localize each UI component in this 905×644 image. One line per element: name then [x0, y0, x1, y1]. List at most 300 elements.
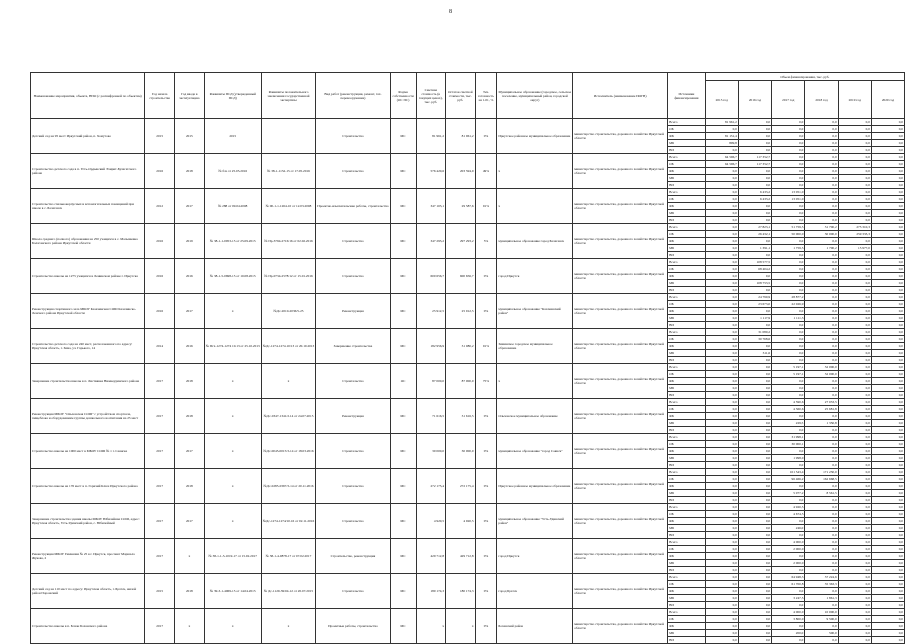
amount-cell: 0,0 — [705, 252, 738, 259]
finish-year-cell: х — [175, 539, 205, 574]
amount-cell: 0,0 — [871, 315, 904, 322]
amount-cell: 0,0 — [805, 392, 838, 399]
start-year-cell: 2016 — [145, 294, 175, 329]
source-cell: ОБ — [668, 441, 706, 448]
source-cell: ВИ — [668, 427, 706, 434]
psd-cell: № б/н от 25.05.2016 — [204, 154, 261, 189]
readiness-cell: 5% — [475, 224, 497, 259]
amount-cell: 0,0 — [705, 588, 738, 595]
amount-cell: 25 681,8 — [805, 406, 838, 413]
amount-cell: 0,0 — [838, 210, 871, 217]
finish-year-cell: 2019 — [175, 224, 205, 259]
amount-cell: 0,0 — [871, 280, 904, 287]
readiness-cell: 75% — [475, 364, 497, 399]
psd-cell: х — [204, 294, 261, 329]
expertise-cell: № Дс-1129-39/04-12 от 20.07.2015 — [261, 574, 316, 609]
amount-cell: 31 998,1 — [772, 434, 805, 441]
source-cell: ВИ — [668, 322, 706, 329]
amount-cell: 0,0 — [738, 420, 771, 427]
amount-cell: 108 753,5 — [738, 280, 771, 287]
amount-cell: 0,0 — [871, 259, 904, 266]
amount-cell: 0,0 — [838, 581, 871, 588]
amount-cell: 0,0 — [705, 364, 738, 371]
amount-cell: 0,0 — [838, 238, 871, 245]
amount-cell: 0,0 — [871, 497, 904, 504]
amount-cell: 24 790,9 — [738, 294, 771, 301]
amount-cell: 0,0 — [772, 252, 805, 259]
amount-cell: 0,0 — [805, 539, 838, 546]
amount-cell: 0,0 — [871, 385, 904, 392]
object-name-cell: Детский сад на 110 мест по адресу: Иркутская область, г. Братск, жилой район Порожский — [31, 574, 145, 609]
start-year-cell: 2017 — [145, 399, 175, 434]
source-cell: Всего — [668, 609, 706, 616]
municipality-cell: Иркутское районное муниципальное образование — [497, 119, 573, 154]
source-cell: Всего — [668, 574, 706, 581]
amount-cell: 0,0 — [838, 385, 871, 392]
amount-cell: 0,0 — [838, 357, 871, 364]
amount-cell: 0,0 — [871, 532, 904, 539]
start-year-cell: 2012 — [145, 189, 175, 224]
amount-cell: 0,0 — [738, 567, 771, 574]
cost-cell: 182 956,9 — [416, 329, 445, 364]
amount-cell: 0,0 — [738, 532, 771, 539]
psd-cell: х — [204, 609, 261, 644]
amount-cell: 61 700,8 — [772, 581, 805, 588]
amount-cell: 0,0 — [871, 378, 904, 385]
amount-cell: 0,0 — [838, 168, 871, 175]
amount-cell: 30 768,6 — [738, 336, 771, 343]
amount-cell: 108 577,5 — [738, 259, 771, 266]
amount-cell: 0,0 — [738, 469, 771, 476]
table-row — [31, 504, 905, 511]
amount-cell: 0,0 — [738, 518, 771, 525]
amount-cell: 0,0 — [705, 595, 738, 602]
amount-cell: 27 823,1 — [738, 224, 771, 231]
amount-cell: 0,0 — [705, 224, 738, 231]
amount-cell: 0,0 — [871, 308, 904, 315]
table-row — [31, 469, 905, 476]
psd-cell: № 38-1-1-0953-15 от 25.09.2015 — [204, 224, 261, 259]
amount-cell: 0,0 — [738, 322, 771, 329]
executor-cell: министерство строительства, дорожного хозяйства Иркутской области — [573, 434, 668, 469]
amount-cell: 0,0 — [805, 315, 838, 322]
amount-cell: 0,0 — [705, 455, 738, 462]
amount-cell: 117 352,7 — [738, 154, 771, 161]
start-year-cell: 2017 — [145, 364, 175, 399]
source-cell: ОБ — [668, 616, 706, 623]
work-type-cell: Строительство — [316, 119, 390, 154]
amount-cell: 0,0 — [738, 133, 771, 140]
remaining-cell: 31 616,5 — [446, 399, 476, 434]
amount-cell: 0,0 — [871, 329, 904, 336]
amount-cell: 0,0 — [838, 476, 871, 483]
amount-cell: 0,0 — [838, 595, 871, 602]
amount-cell: 0,0 — [738, 413, 771, 420]
amount-cell: 0,0 — [738, 476, 771, 483]
remaining-cell: 297 293,2 — [446, 224, 476, 259]
source-cell: Всего — [668, 329, 706, 336]
amount-cell: 0,0 — [805, 546, 838, 553]
amount-cell: 0,0 — [772, 385, 805, 392]
executor-cell: министерство строительства, дорожного хозяйства Иркутской области — [573, 469, 668, 504]
psd-cell: х — [204, 364, 261, 399]
amount-cell: 0,0 — [805, 154, 838, 161]
amount-cell: 0,0 — [772, 329, 805, 336]
amount-cell: 0,0 — [738, 609, 771, 616]
amount-cell: 0,0 — [838, 546, 871, 553]
municipality-cell: город Иркутск — [497, 259, 573, 294]
amount-cell: 259 333,3 — [838, 231, 871, 238]
amount-cell: 0,0 — [838, 553, 871, 560]
amount-cell: 0,0 — [871, 182, 904, 189]
amount-cell: 0,0 — [871, 364, 904, 371]
amount-cell: 0,0 — [805, 161, 838, 168]
amount-cell: 0,0 — [772, 154, 805, 161]
ownership-cell: МС — [390, 119, 416, 154]
source-cell: Всего — [668, 224, 706, 231]
amount-cell: 0,0 — [738, 504, 771, 511]
amount-cell: 0,0 — [805, 413, 838, 420]
table-row — [31, 294, 905, 301]
expertise-cell: № Пр-3794-2716/16 от 02.02.2016 — [261, 224, 316, 259]
readiness-cell: 0% — [475, 609, 497, 644]
expertise-cell — [261, 119, 316, 154]
amount-cell: 0,0 — [805, 119, 838, 126]
amount-cell: 0,0 — [838, 630, 871, 637]
executor-cell: министерство строительства, дорожного хозяйства Иркутской области — [573, 189, 668, 224]
header-year: 2016 год — [738, 81, 771, 119]
amount-cell: 0,0 — [772, 413, 805, 420]
amount-cell: 0,0 — [871, 518, 904, 525]
amount-cell: 0,0 — [805, 434, 838, 441]
amount-cell: 0,0 — [838, 154, 871, 161]
source-cell: МБ — [668, 140, 706, 147]
amount-cell: 0,0 — [738, 287, 771, 294]
amount-cell: 0,0 — [805, 203, 838, 210]
amount-cell: 13 051,0 — [772, 196, 805, 203]
amount-cell: 0,0 — [705, 147, 738, 154]
amount-cell: 0,0 — [772, 518, 805, 525]
amount-cell: 0,0 — [705, 462, 738, 469]
amount-cell: 68 404,2 — [738, 266, 771, 273]
amount-cell: 0,0 — [738, 616, 771, 623]
amount-cell: 0,0 — [805, 602, 838, 609]
amount-cell: 0,0 — [772, 378, 805, 385]
amount-cell: 0,0 — [805, 336, 838, 343]
amount-cell: 0,0 — [705, 280, 738, 287]
amount-cell: 32 000,0 — [805, 364, 838, 371]
psd-cell: 2015 — [204, 119, 261, 154]
amount-cell: 0,0 — [871, 350, 904, 357]
amount-cell: 23 673,0 — [738, 301, 771, 308]
table-row — [31, 224, 905, 231]
amount-cell: 0,0 — [838, 413, 871, 420]
object-name-cell: Строительство школы на 1275 учащихся в Ленинском районе г. Иркутска — [31, 259, 145, 294]
header-year: 2019 год — [838, 81, 871, 119]
amount-cell: 0,0 — [772, 259, 805, 266]
amount-cell: 0,0 — [705, 336, 738, 343]
start-year-cell: 2015 — [145, 574, 175, 609]
amount-cell: 0,0 — [871, 266, 904, 273]
amount-cell: 0,0 — [705, 553, 738, 560]
amount-cell: 0,0 — [705, 266, 738, 273]
amount-cell: 0,0 — [805, 147, 838, 154]
amount-cell: 0,0 — [705, 126, 738, 133]
source-cell: ФБ — [668, 623, 706, 630]
amount-cell: 0,0 — [805, 140, 838, 147]
amount-cell: 0,0 — [738, 560, 771, 567]
executor-cell: министерство строительства, дорожного хозяйства Иркутской области — [573, 539, 668, 574]
amount-cell: 30 000,0 — [805, 231, 838, 238]
remaining-cell: х — [446, 609, 476, 644]
amount-cell: 101 543,4 — [772, 469, 805, 476]
amount-cell: 0,0 — [838, 483, 871, 490]
source-cell: ОБ — [668, 476, 706, 483]
amount-cell: 0,0 — [871, 119, 904, 126]
ownership-cell: МС — [390, 539, 416, 574]
amount-cell: 0,0 — [838, 518, 871, 525]
expertise-cell: № Пр-0734-2578/12 от 15.01.2016 — [261, 259, 316, 294]
amount-cell: 0,0 — [738, 455, 771, 462]
amount-cell: 0,0 — [805, 462, 838, 469]
source-cell: ВИ — [668, 497, 706, 504]
amount-cell: 0,0 — [838, 574, 871, 581]
amount-cell: 0,0 — [871, 434, 904, 441]
amount-cell: 0,0 — [871, 357, 904, 364]
remaining-cell: 180 174,3 — [446, 574, 476, 609]
amount-cell: 0,0 — [772, 322, 805, 329]
readiness-cell: 0% — [475, 434, 497, 469]
amount-cell: 0,0 — [738, 553, 771, 560]
amount-cell: 0,0 — [738, 511, 771, 518]
header-executor: Исполнитель (наименование ИОГВ) — [573, 73, 668, 119]
amount-cell: 27 033,5 — [805, 399, 838, 406]
source-cell: ФБ — [668, 413, 706, 420]
header-year: 2015 год — [705, 81, 738, 119]
amount-cell: 0,0 — [705, 287, 738, 294]
amount-cell: 0,0 — [772, 203, 805, 210]
amount-cell: 0,0 — [705, 210, 738, 217]
amount-cell: 0,0 — [838, 525, 871, 532]
ownership-cell: МС — [390, 189, 416, 224]
amount-cell: 0,0 — [705, 574, 738, 581]
amount-cell: 0,0 — [838, 322, 871, 329]
amount-cell: 0,0 — [805, 294, 838, 301]
amount-cell: 0,0 — [871, 476, 904, 483]
amount-cell: 0,0 — [838, 217, 871, 224]
amount-cell: 10 000,0 — [805, 609, 838, 616]
finish-year-cell: 2017 — [175, 504, 205, 539]
source-cell: МБ — [668, 385, 706, 392]
amount-cell: 0,0 — [705, 623, 738, 630]
amount-cell: 0,0 — [838, 252, 871, 259]
amount-cell: 500,0 — [805, 630, 838, 637]
municipality-cell: муниципальное образование "Казачинский район" — [497, 294, 573, 329]
amount-cell: 0,0 — [805, 385, 838, 392]
amount-cell: 0,0 — [772, 357, 805, 364]
amount-cell: 0,0 — [738, 406, 771, 413]
source-cell: ОБ — [668, 266, 706, 273]
work-type-cell: Строительство — [316, 224, 390, 259]
amount-cell: 6 433,2 — [738, 196, 771, 203]
expertise-cell: №Дс-1274-1274.10/13 от 20.10.2013 — [261, 329, 316, 364]
amount-cell: 0,0 — [738, 546, 771, 553]
amount-cell: 0,0 — [772, 168, 805, 175]
amount-cell: 0,0 — [772, 147, 805, 154]
amount-cell: 81 151,4 — [705, 133, 738, 140]
finish-year-cell: 2018 — [175, 469, 205, 504]
readiness-cell: 49% — [475, 154, 497, 189]
amount-cell: 28 877,2 — [772, 294, 805, 301]
amount-cell: 1 759,5 — [772, 245, 805, 252]
source-cell: ОБ — [668, 511, 706, 518]
remaining-cell: 429 712,8 — [446, 539, 476, 574]
work-type-cell: Строительство, реконструкция — [316, 539, 390, 574]
amount-cell: 0,0 — [838, 364, 871, 371]
amount-cell: 0,0 — [838, 539, 871, 546]
amount-cell: 0,0 — [805, 308, 838, 315]
amount-cell: 0,0 — [705, 231, 738, 238]
amount-cell: 0,0 — [871, 427, 904, 434]
finish-year-cell: 2016 — [175, 259, 205, 294]
amount-cell: 0,0 — [871, 287, 904, 294]
amount-cell: 0,0 — [871, 455, 904, 462]
amount-cell: 0,0 — [738, 427, 771, 434]
amount-cell: 0,0 — [705, 483, 738, 490]
amount-cell: 31 700,2 — [805, 224, 838, 231]
amount-cell: 0,0 — [871, 469, 904, 476]
executor-cell: министерство строительства, дорожного хозяйства Иркутской области — [573, 574, 668, 609]
source-cell: МБ — [668, 350, 706, 357]
amount-cell: 0,0 — [738, 119, 771, 126]
amount-cell: 0,0 — [772, 623, 805, 630]
header-source: Источники финансирования — [668, 73, 706, 119]
amount-cell: 0,0 — [738, 637, 771, 644]
work-type-cell: Строительство — [316, 504, 390, 539]
table-row — [31, 539, 905, 546]
header-cost: Сметная стоимость (в текущих ценах), тыс. руб. — [416, 73, 445, 119]
finish-year-cell: 2016 — [175, 329, 205, 364]
municipality-cell: х — [497, 189, 573, 224]
amount-cell: 0,0 — [772, 308, 805, 315]
amount-cell: 0,0 — [772, 602, 805, 609]
amount-cell: 30 000,1 — [772, 441, 805, 448]
amount-cell: 0,0 — [738, 378, 771, 385]
amount-cell: 2 000,0 — [772, 560, 805, 567]
amount-cell: 0,0 — [871, 336, 904, 343]
amount-cell: 0,0 — [705, 301, 738, 308]
amount-cell: 0,0 — [738, 210, 771, 217]
amount-cell: 0,0 — [838, 420, 871, 427]
source-cell: МБ — [668, 595, 706, 602]
source-cell: ФБ — [668, 483, 706, 490]
amount-cell: 0,0 — [772, 532, 805, 539]
amount-cell: 0,0 — [871, 595, 904, 602]
amount-cell: 22 026,9 — [772, 301, 805, 308]
header-readiness: Тех. готовность на 1.01, % — [475, 73, 497, 119]
amount-cell: 50 000,0 — [772, 231, 805, 238]
amount-cell: 4 590,6 — [772, 399, 805, 406]
municipality-cell: муниципальное образование город Балаганск — [497, 224, 573, 259]
amount-cell: 0,0 — [705, 175, 738, 182]
amount-cell: 0,0 — [871, 161, 904, 168]
source-cell: ВИ — [668, 462, 706, 469]
readiness-cell: 0% — [475, 294, 497, 329]
amount-cell: 0,0 — [838, 392, 871, 399]
executor-cell: министерство строительства, дорожного хозяйства Иркутской области — [573, 609, 668, 644]
source-cell: ВИ — [668, 602, 706, 609]
amount-cell: 0,0 — [738, 364, 771, 371]
readiness-cell: 91% — [475, 189, 497, 224]
header-psd: Реквизиты ПСД (утвержденный ПСД) — [204, 73, 261, 119]
readiness-cell: 0% — [475, 504, 497, 539]
amount-cell: 0,0 — [705, 238, 738, 245]
amount-cell: 0,0 — [805, 525, 838, 532]
amount-cell: 0,0 — [838, 294, 871, 301]
amount-cell: 0,0 — [705, 525, 738, 532]
financing-table — [30, 72, 905, 644]
amount-cell: 0,0 — [805, 441, 838, 448]
ownership-cell: МС — [390, 609, 416, 644]
readiness-cell: 0% — [475, 119, 497, 154]
amount-cell: 0,0 — [838, 161, 871, 168]
psd-cell: х — [204, 504, 261, 539]
cost-cell: 272 175,4 — [416, 469, 445, 504]
work-type-cell: Проектные работы, строительство — [316, 609, 390, 644]
source-cell: Всего — [668, 259, 706, 266]
amount-cell: 171 230,0 — [805, 469, 838, 476]
source-cell: Всего — [668, 539, 706, 546]
source-cell: ОБ — [668, 581, 706, 588]
amount-cell: 0,0 — [705, 189, 738, 196]
executor-cell: министерство строительства, дорожного хозяйства Иркутской области — [573, 364, 668, 399]
source-cell: ФБ — [668, 588, 706, 595]
amount-cell: 0,0 — [772, 119, 805, 126]
work-type-cell: Проектно-изыскательские работы, строительство — [316, 189, 390, 224]
amount-cell: 0,0 — [871, 483, 904, 490]
amount-cell: 0,0 — [738, 126, 771, 133]
remaining-cell: 29 587,6 — [446, 189, 476, 224]
amount-cell: 0,0 — [871, 231, 904, 238]
finish-year-cell: 2018 — [175, 399, 205, 434]
amount-cell: 0,0 — [838, 266, 871, 273]
executor-cell: министерство строительства, дорожного хозяйства Иркутской области — [573, 224, 668, 259]
amount-cell: 0,0 — [871, 343, 904, 350]
amount-cell: 0,0 — [705, 497, 738, 504]
source-cell: ВИ — [668, 567, 706, 574]
amount-cell: 0,0 — [838, 406, 871, 413]
source-cell: ОБ — [668, 231, 706, 238]
amount-cell: 0,0 — [871, 504, 904, 511]
amount-cell: 0,0 — [772, 637, 805, 644]
amount-cell: 0,0 — [838, 336, 871, 343]
source-cell: МБ — [668, 630, 706, 637]
amount-cell: 0,0 — [705, 399, 738, 406]
cost-cell: 600 656,7 — [416, 259, 445, 294]
amount-cell: 0,0 — [838, 511, 871, 518]
header-ownership: Форма собственности (ОС ПС) — [390, 73, 416, 119]
amount-cell: 0,0 — [705, 217, 738, 224]
amount-cell: 0,0 — [805, 280, 838, 287]
amount-cell: 0,0 — [772, 210, 805, 217]
source-cell: ФБ — [668, 518, 706, 525]
start-year-cell: 2017 — [145, 609, 175, 644]
executor-cell: министерство строительства, дорожного хозяйства Иркутской области — [573, 329, 668, 364]
source-cell: ФБ — [668, 203, 706, 210]
amount-cell: 0,0 — [738, 217, 771, 224]
amount-cell: 0,0 — [871, 371, 904, 378]
header-year: 2020 год — [871, 81, 904, 119]
